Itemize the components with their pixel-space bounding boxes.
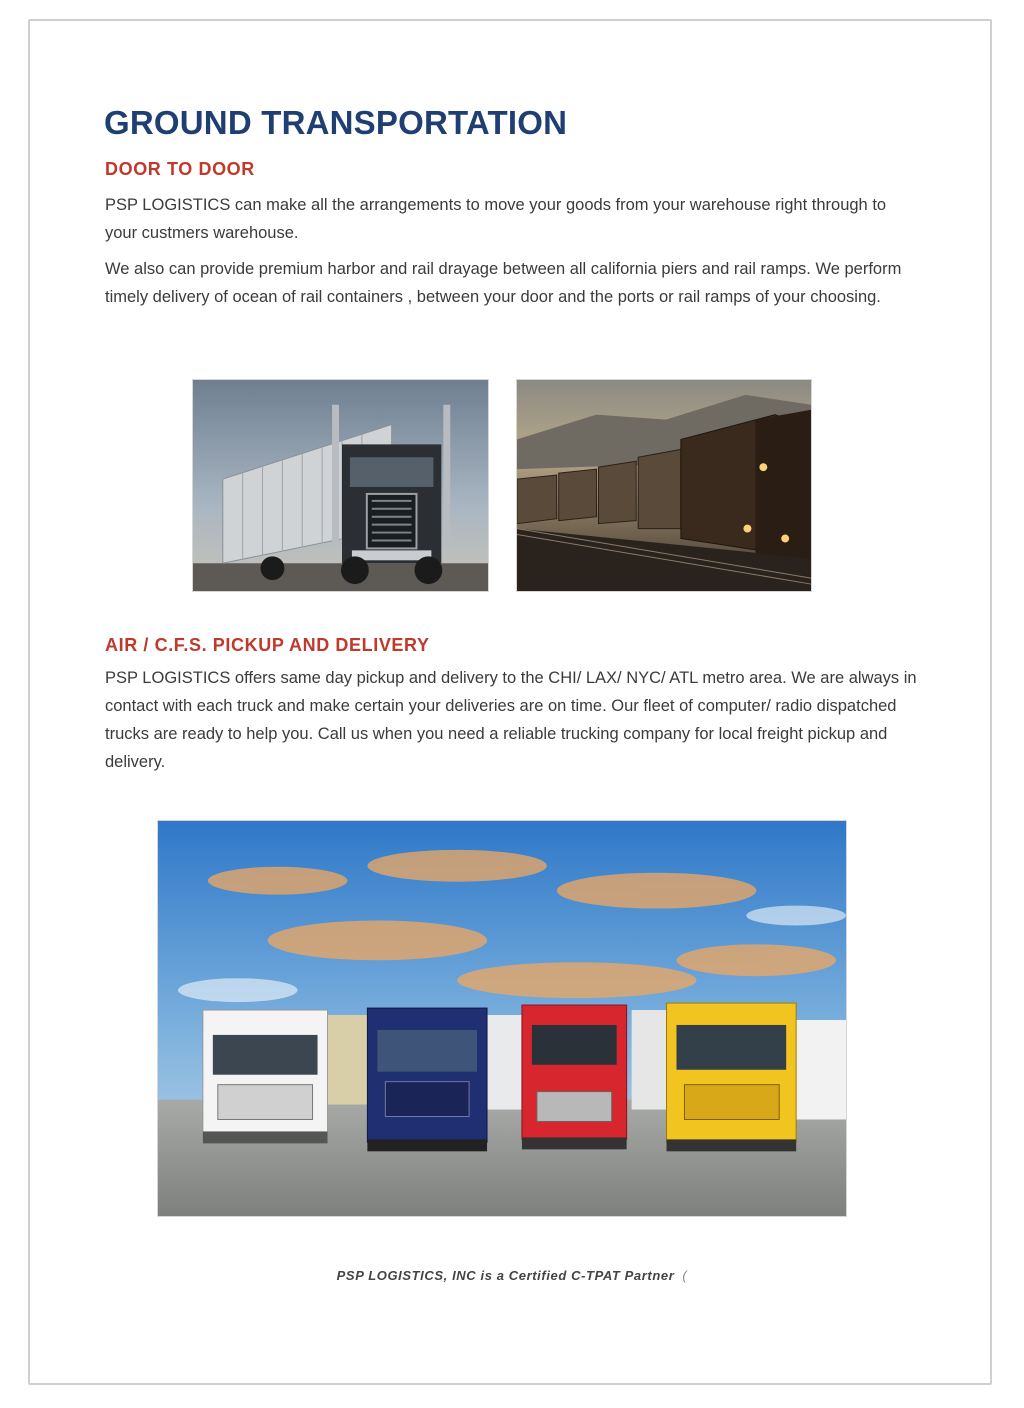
footer-text: PSP LOGISTICS, INC is a Certified C-TPAT Partner <box>336 1268 675 1283</box>
door-to-door-paragraph-2: We also can provide premium harbor and rail drayage between all california piers and rail ramps. We perform timely delivery of ocean of rail containers , between your door and the ports or rail ramps of your choosing. <box>105 260 902 306</box>
semi-truck-photo <box>192 379 489 592</box>
truck-fleet-photo <box>157 820 847 1217</box>
door-to-door-paragraph-1: PSP LOGISTICS can make all the arrangements to move your goods from your warehouse right through to your custmers warehouse. <box>105 196 887 242</box>
page-title: GROUND TRANSPORTATION <box>104 104 568 141</box>
footer-trailing: ( <box>682 1268 688 1283</box>
freight-train-photo <box>516 379 812 592</box>
section-heading-air-cfs: AIR / C.F.S. PICKUP AND DELIVERY <box>105 635 430 655</box>
footer-note <box>0 1268 1024 1283</box>
air-cfs-paragraph: PSP LOGISTICS offers same day pickup and delivery to the CHI/ LAX/ NYC/ ATL metro area. We are always in contact with each truck and make certain your deliveries are on time. Our fleet of computer/ radio dispatched trucks are ready to help you. Call us when you need a reliable trucking company for local freight pickup and delivery. <box>105 669 917 771</box>
section-heading-door-to-door: DOOR TO DOOR <box>105 159 255 179</box>
